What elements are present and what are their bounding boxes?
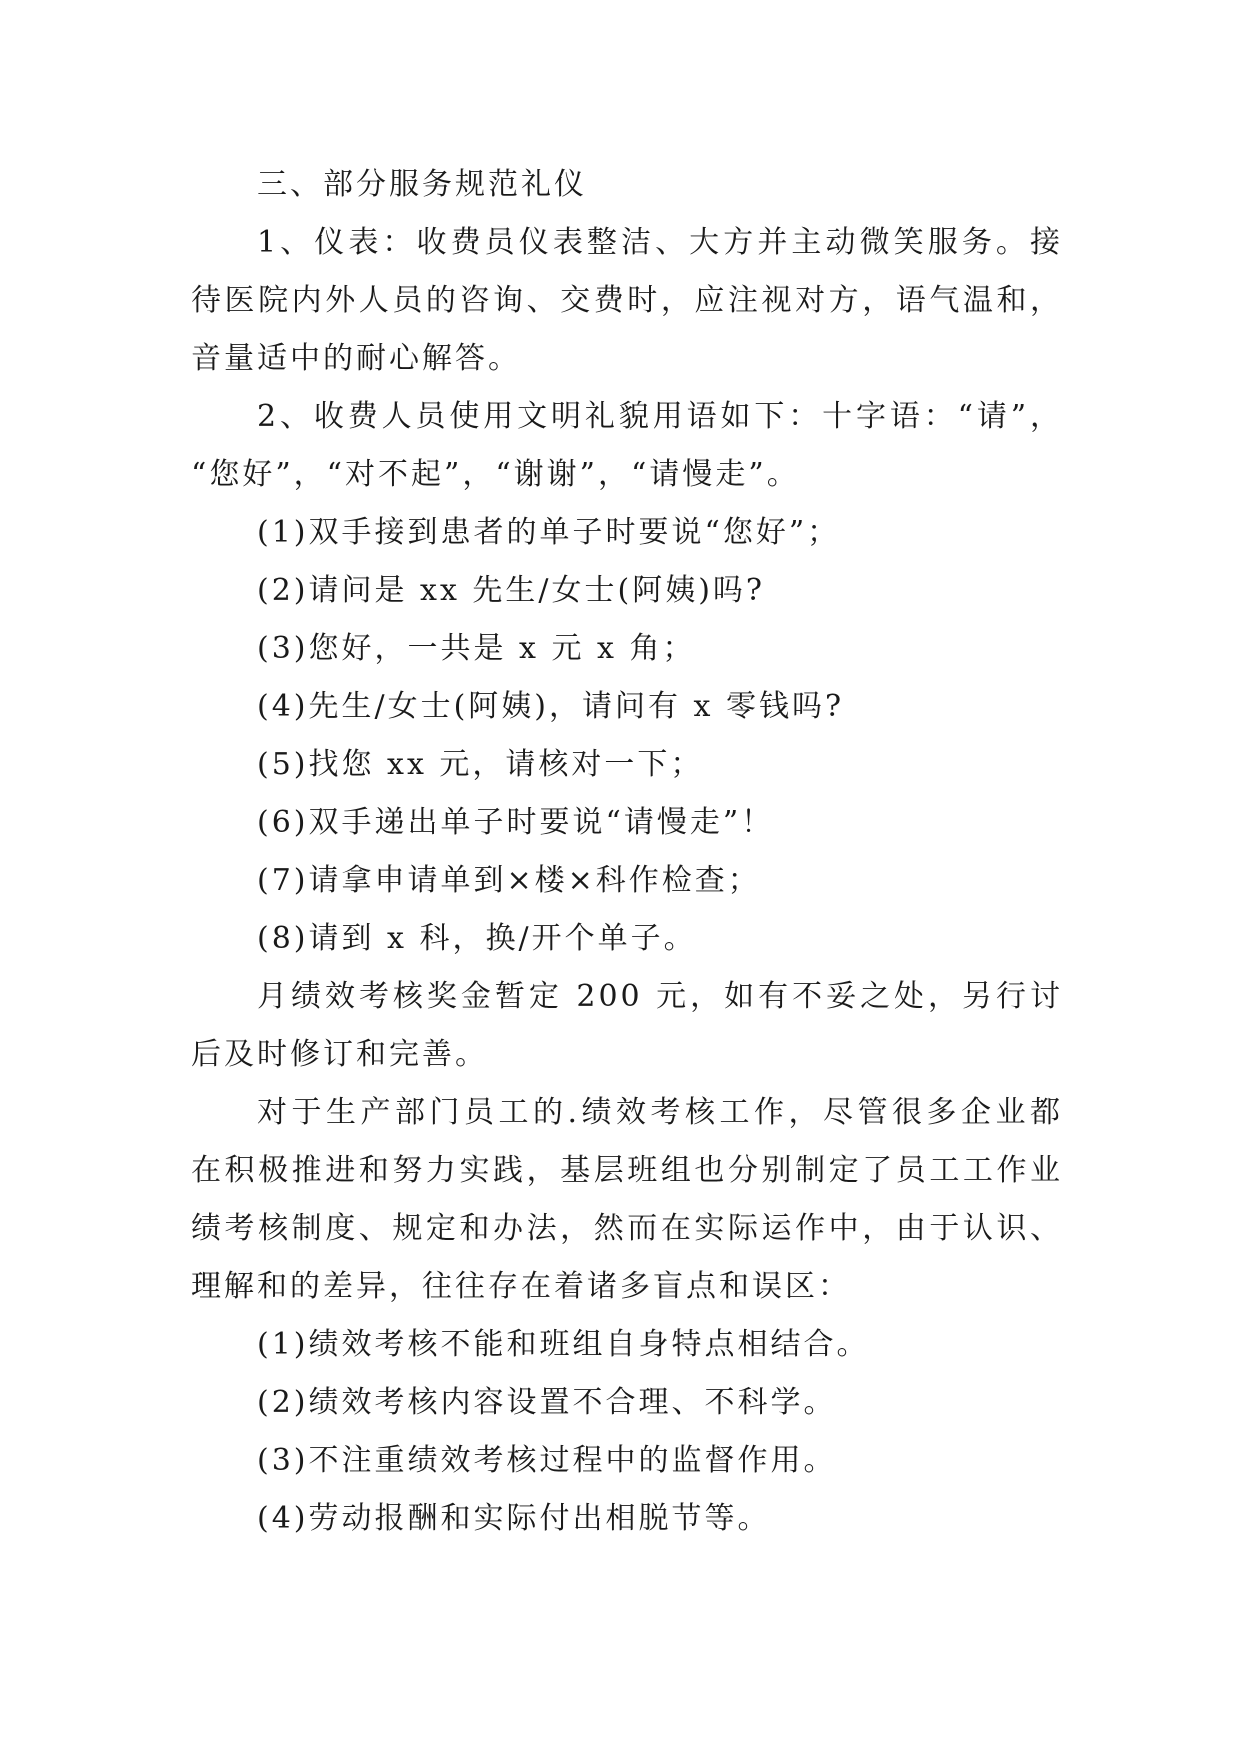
text-line: 后及时修订和完善。	[191, 1037, 488, 1072]
text-line: 三、部分服务规范礼仪	[257, 167, 587, 202]
text-line: (3)不注重绩效考核过程中的监督作用。	[257, 1443, 837, 1478]
text-line: (2)请问是 xx 先生/女士(阿姨)吗?	[257, 573, 766, 608]
text-line: 绩考核制度、规定和办法，然而在实际运作中，由于认识、	[191, 1211, 1063, 1246]
text-line: 待医院内外人员的咨询、交费时，应注视对方，语气温和，	[191, 283, 1063, 318]
text-line: 对于生产部门员工的.绩效考核工作，尽管很多企业都	[257, 1095, 1063, 1130]
text-line: (5)找您 xx 元，请核对一下；	[257, 747, 704, 782]
text-line: (1)绩效考核不能和班组自身特点相结合。	[257, 1327, 870, 1362]
text-line: (1)双手接到患者的单子时要说“您好”；	[257, 515, 841, 550]
text-line: (7)请拿申请单到×楼×科作检查；	[257, 863, 761, 898]
text-line: (3)您好，一共是 x 元 x 角；	[257, 631, 696, 666]
text-line: (2)绩效考核内容设置不合理、不科学。	[257, 1385, 837, 1420]
text-line: 音量适中的耐心解答。	[191, 341, 521, 376]
text-line: 理解和的差异，往往存在着诸多盲点和误区：	[191, 1269, 851, 1304]
text-line: (4)先生/女士(阿姨)，请问有 x 零钱吗?	[257, 689, 845, 724]
text-line: (6)双手递出单子时要说“请慢走”！	[257, 805, 775, 840]
text-line: (4)劳动报酬和实际付出相脱节等。	[257, 1501, 771, 1536]
document-body	[191, 156, 1063, 1548]
text-line: 1、仪表：收费员仪表整洁、大方并主动微笑服务。接	[257, 225, 1063, 260]
text-line: 2、收费人员使用文明礼貌用语如下：十字语：“请”，	[257, 399, 1063, 434]
text-line: 月绩效考核奖金暂定 200 元，如有不妥之处，另行讨	[257, 979, 1063, 1014]
text-line: (8)请到 x 科，换/开个单子。	[257, 921, 697, 956]
text-line: “您好”，“对不起”，“谢谢”，“请慢走”。	[191, 457, 800, 492]
text-line: 在积极推进和努力实践，基层班组也分别制定了员工工作业	[191, 1153, 1063, 1188]
